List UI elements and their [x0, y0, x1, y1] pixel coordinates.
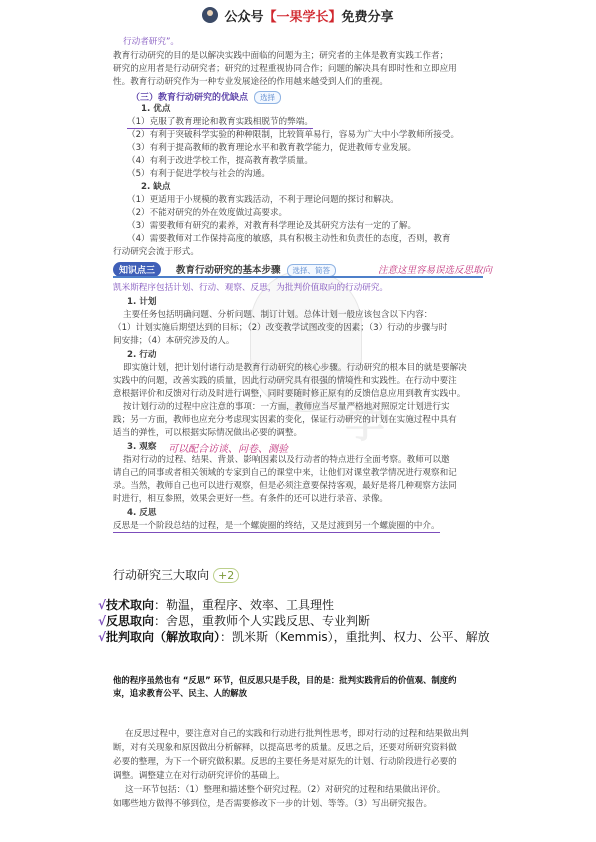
step3-head: 3. 观察	[127, 442, 157, 452]
step3-handnote: 可以配合访谈、问卷、测验	[168, 444, 288, 455]
adv-head: 1. 优点	[141, 104, 171, 114]
bottom-line-4: 这一环节包括：（1）整理和描述整个研究过程。（2）对研究的过程和结果做出评价。	[125, 785, 446, 795]
header-prefix: 公众号	[224, 9, 264, 25]
step2-line-1: 实践中的问题，改善实践的质量，因此行动研究具有很强的情境性和实践性。在行动中要注	[113, 376, 457, 386]
step1-line-2: 间安排；（4）本研究涉及的人。	[113, 336, 235, 346]
dis-item-1: （2）不能对研究的外在效度做过高要求。	[127, 208, 288, 218]
adv-item-2: （3）有利于提高教师的教育理论水平和教育教学能力，促进教师专业发展。	[127, 143, 417, 153]
kp3-tag: 选择、简答	[287, 264, 337, 277]
notes-mid-1: 束，追求教育公平、民主、人的解放	[113, 688, 247, 698]
section3-title-text: （三）教育行动研究的优缺点	[131, 93, 249, 103]
top-line-0: 行动者研究”。	[123, 37, 180, 47]
kp3-title	[176, 262, 336, 277]
notes-item-0-label: 技术取向	[106, 598, 155, 612]
kp3-divider	[113, 276, 483, 278]
kp3-handnote: 注意这里容易误选反思取向	[378, 265, 493, 276]
bottom-line-1: 断，对有关现象和原因做出分析解释，以提高思考的质量。反思之后，还要对所研究资料做	[113, 743, 457, 753]
notes-item-2-label: 批判取向（解放取向）	[106, 630, 221, 644]
step3-line-3: 时进行，相互参照，效果会更好一些。有条件的还可以进行录音、录像。	[113, 494, 389, 504]
bottom-line-3: 调整。调整建立在对行动研究评价的基础上。	[113, 771, 285, 781]
step4-head: 4. 反思	[127, 508, 157, 518]
step2-head: 2. 行动	[127, 350, 157, 360]
kp3-title-text: 教育行动研究的基本步骤	[176, 265, 281, 276]
dis-item-0: （1）更适用于小规模的教育实践活动，不利于理论问题的探讨和解决。	[127, 195, 399, 205]
step1-line-0: 主要任务包括明确问题、分析问题、制订计划。总体计划一般应该包含以下内容：	[123, 310, 433, 320]
top-line-1: 教育行动研究的目的是以解决实践中面临的问题为主；研究者的主体是教育实践工作者；	[113, 51, 449, 61]
avatar-icon	[202, 7, 218, 23]
notes-item-1-text: ：舍恩，重教师个人实践反思、专业判断	[154, 614, 371, 628]
step2-line-3: 按计划行动的过程中应注意的事项：一方面，教师应当尽量严格地对照原定计划进行实	[123, 402, 450, 412]
header-brand: 【一果学长】	[263, 9, 342, 25]
check-icon: √	[98, 630, 107, 644]
watermark-glyph: 学	[345, 401, 385, 447]
step1-head: 1. 计划	[127, 297, 157, 307]
notes-item-0-text: ：勒温，重程序、效率、工具理性	[154, 598, 335, 612]
step4-line-0: 反思是一个阶段总结的过程，是一个螺旋圈的终结，又是过渡到另一个螺旋圈的中介。	[113, 521, 440, 531]
dis-item-3: （4）需要教师对工作保持高度的敏感，具有积极主动性和负责任的态度，否则，教育	[127, 234, 451, 244]
header-suffix: 免费分享	[341, 9, 394, 25]
adv-item-0: （1）克服了教育理论和教育实践相脱节的弊端。	[127, 117, 313, 127]
step1-line-1: （1）计划实施后期望达到的目标；（2）改变教学试图改变的因素；（3）行动的步骤与时	[113, 323, 448, 333]
notes-mid-0: 他的程序虽然也有 “反思” 环节，但反思只是手段，目的是：批判实践背后的价值观、制度约	[113, 675, 457, 685]
step2-line-4: 践；另一方面，教师也应充分考虑现实因素的变化，保证行动研究的计划在实施过程中具有	[113, 415, 457, 425]
adv-item-4: （5）有利于促进学校与社会的沟通。	[127, 169, 270, 179]
adv-item-3: （4）有利于改进学校工作，提高教育教学质量。	[127, 156, 313, 166]
dis-item-2: （3）需要教师有研究的素养，对教育科学理论及其研究方法有一定的了解。	[127, 221, 417, 231]
notes-title-text: 行动研究三大取向	[113, 568, 210, 582]
bottom-line-2: 必要的整理，为下一个研究做积累。反思的主要任务是对原先的计划、行动阶段进行必要的	[113, 757, 457, 767]
top-line-3: 性。教育行动研究作为一种专业发展途径的作用越来越受到人们的重视。	[113, 77, 389, 87]
notes-item-2	[98, 630, 596, 645]
top-line-2: 研究的应用者是行动研究者；研究的过程重视协同合作；问题的解决具有即时性和立即应用	[113, 64, 457, 74]
notes-item-1-label: 反思取向	[106, 614, 155, 628]
adv-item-1: （2）有利于突破科学实验的种种限制，比较简单易行，容易为广大中小学教师所接受。	[127, 130, 460, 140]
notes-item-1	[98, 614, 370, 629]
step3-line-0: 指对行动的过程、结果、背景、影响因素以及行动者的特点进行全面考察。教师可以邀	[123, 455, 450, 465]
step2-line-2: 意根据评价和反馈对行动及时进行调整，同时要随时修正原有的反馈信息应用到教育实践中。	[113, 389, 466, 399]
bottom-line-5: 如哪些地方做得不够到位，是否需要修改下一步的计划、等等。（3）写出研究报告。	[113, 799, 433, 809]
kp3-badge: 知识点三	[113, 262, 161, 277]
step3-line-1: 请自己的同事或者相关领域的专家到自己的课堂中来，让他们对课堂教学情况进行观察和记	[113, 468, 457, 478]
check-icon: √	[98, 598, 107, 612]
page-header	[0, 0, 596, 30]
step3-line-2: 录。当然，教师自己也可以进行观察，但是必须注意要保持客观，最好是将几种观察方法同	[113, 481, 457, 491]
dis-head: 2. 缺点	[141, 182, 171, 192]
bottom-line-0: 在反思过程中，要注意对自己的实践和行动进行批判性思考，即对行动的过程和结果做出判	[125, 729, 469, 739]
section3-tag: 选择	[254, 91, 281, 104]
kp3-intro: 凯米斯程序包括计划、行动、观察、反思，为批判价值取向的行动研究。	[113, 283, 389, 293]
notes-item-0	[98, 598, 334, 613]
check-icon: √	[98, 614, 107, 628]
section3-title	[131, 90, 281, 104]
notes-title	[113, 568, 239, 583]
dis-item-4: 行动研究会流于形式。	[113, 247, 199, 257]
notes-item-2-text: ：凯米斯（Kemmis），重批判、权力、公平、解放	[220, 630, 490, 644]
step2-line-0: 即实施计划，把计划付诸行动是教育行动研究的核心步骤。行动研究的根本目的就是要解决	[123, 363, 467, 373]
step2-line-5: 适当的弹性，可以根据实际情况做出必要的调整。	[113, 428, 303, 438]
notes-plus-badge: +2	[213, 568, 239, 583]
